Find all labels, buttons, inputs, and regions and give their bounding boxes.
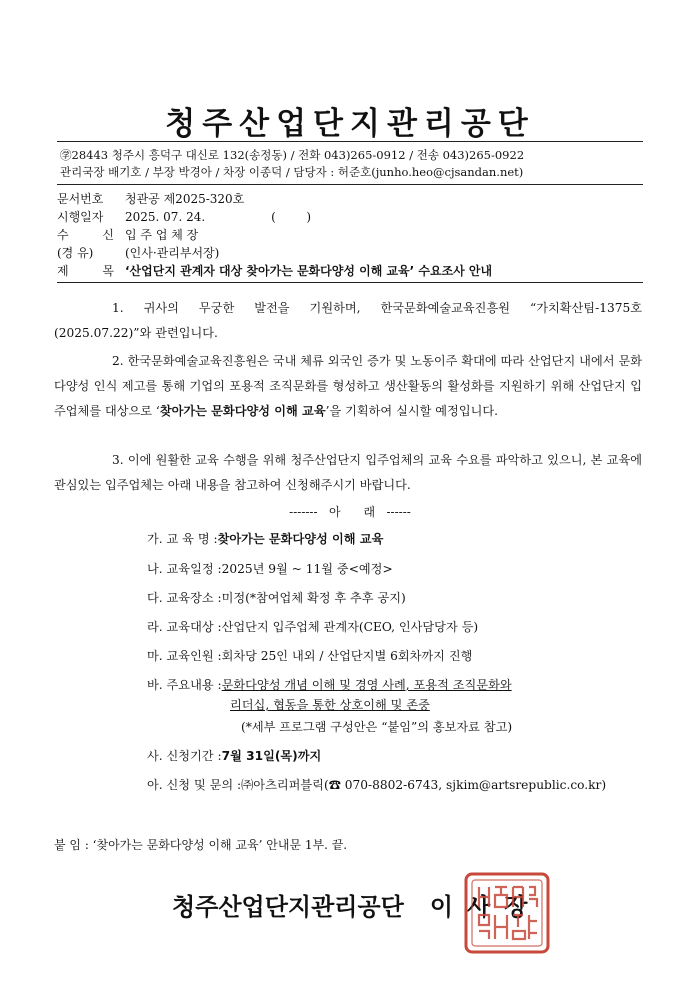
list-item: 나. 교육일정 :2025년 9월 ~ 11월 중<예정> bbox=[147, 562, 393, 576]
doc-number: 청관공 제2025-320호 bbox=[125, 192, 245, 206]
org-title: 청주산업단지관리공단 bbox=[165, 106, 535, 142]
date-row bbox=[57, 208, 657, 226]
recipient: 입 주 업 체 장 bbox=[125, 228, 199, 242]
footer-ceo: 이사장 bbox=[429, 893, 542, 921]
recipient-row bbox=[57, 226, 657, 244]
doc-number-label: 문서번호 bbox=[57, 192, 104, 206]
list-item-note: (*세부 프로그램 구성안은 “붙임”의 홍보자료 참고) bbox=[241, 720, 513, 734]
via: (인사·관리부서장) bbox=[125, 246, 220, 260]
date-paren: ( ) bbox=[271, 210, 312, 224]
official-seal-icon bbox=[463, 871, 551, 955]
via-label: (경 유) bbox=[57, 246, 94, 260]
paragraph-3: 3. 이에 원활한 교육 수행을 위해 청주산업단지 입주업체의 교육 수요를 파악하고 있으니, 본 교육에 관심있는 입주업체는 아래 내용을 참고하여 신청해주시기 바랍니다. bbox=[54, 453, 642, 492]
list-item: 라. 교육대상 :산업단지 입주업체 관계자(CEO, 인사담당자 등) bbox=[147, 620, 479, 634]
issue-date: 2025. 07. 24. bbox=[125, 210, 206, 224]
doc-number-row bbox=[57, 190, 657, 208]
program-name: 찾아가는 문화다양성 이해 교육 bbox=[159, 404, 326, 418]
list-item: 다. 교육장소 :미정(*참여업체 확정 후 추후 공지) bbox=[147, 591, 406, 605]
list-item: 마. 교육인원 :회차당 25인 내외 / 산업단지별 6회차까지 진행 bbox=[147, 649, 473, 663]
subject-row bbox=[57, 262, 657, 280]
date-label: 시행일자 bbox=[57, 210, 104, 224]
section-heading: ------- 아 래 ------ bbox=[289, 505, 411, 519]
list-item: 바. 주요내용 :문화다양성 개념 이해 및 경영 사례, 포용적 조직문화와 bbox=[147, 678, 512, 692]
recipient-label: 수 신 bbox=[57, 228, 129, 242]
contact-divider bbox=[57, 184, 643, 185]
subject-label: 제 목 bbox=[57, 264, 129, 278]
footer-org: 청주산업단지관리공단 bbox=[172, 893, 404, 921]
list-item: 사. 신청기간 :7월 31일(목)까지 bbox=[147, 749, 322, 763]
header-divider bbox=[57, 141, 643, 142]
list-item: 가. 교 육 명 :찾아가는 문화다양성 이해 교육 bbox=[147, 532, 384, 546]
list-item-continuation: 리더십, 협동을 통한 상호이해 및 존중 bbox=[230, 698, 430, 712]
paragraph-2: 2. 한국문화예술교육진흥원은 국내 체류 외국인 증가 및 노동이주 확대에 따라 산업단지 내에서 문화다양성 인식 제고를 통해 기업의 포용적 조직문화를 형성하고 생산활동의 활성화를 지원하기 위해 산업단지 입주업체를 대상으로 ‘찾아가는 문화다양성 이해 교육’을 기획하여 실시할 예정입니다. bbox=[54, 354, 642, 418]
meta-divider bbox=[57, 282, 643, 283]
contact-line-1: ㊫28443 청주시 흥덕구 대신로 132(송정동) / 전화 043)265-0912 / 전송 043)265-0922 bbox=[60, 148, 525, 162]
attachment-line: 붙 임 : ‘찾아가는 문화다양성 이해 교육’ 안내문 1부. 끝. bbox=[54, 838, 348, 852]
via-row bbox=[57, 244, 657, 262]
contact-line-2: 관리국장 배기호 / 부장 박경아 / 차장 이종덕 / 담당자 : 허준호(junho.heo@cjsandan.net) bbox=[60, 165, 524, 179]
list-item: 아. 신청 및 문의 :㈜아츠리퍼블릭(☎ 070-8802-6743, sjkim@artsrepublic.co.kr) bbox=[147, 778, 607, 792]
paragraph-1: 1. 귀사의 무궁한 발전을 기원하며, 한국문화예술교육진흥원 “가치확산팀-1375호(2025.07.22)”와 관련입니다. bbox=[54, 301, 642, 340]
subject: ‘산업단지 관계자 대상 찾아가는 문화다양성 이해 교육’ 수요조사 안내 bbox=[125, 264, 493, 278]
